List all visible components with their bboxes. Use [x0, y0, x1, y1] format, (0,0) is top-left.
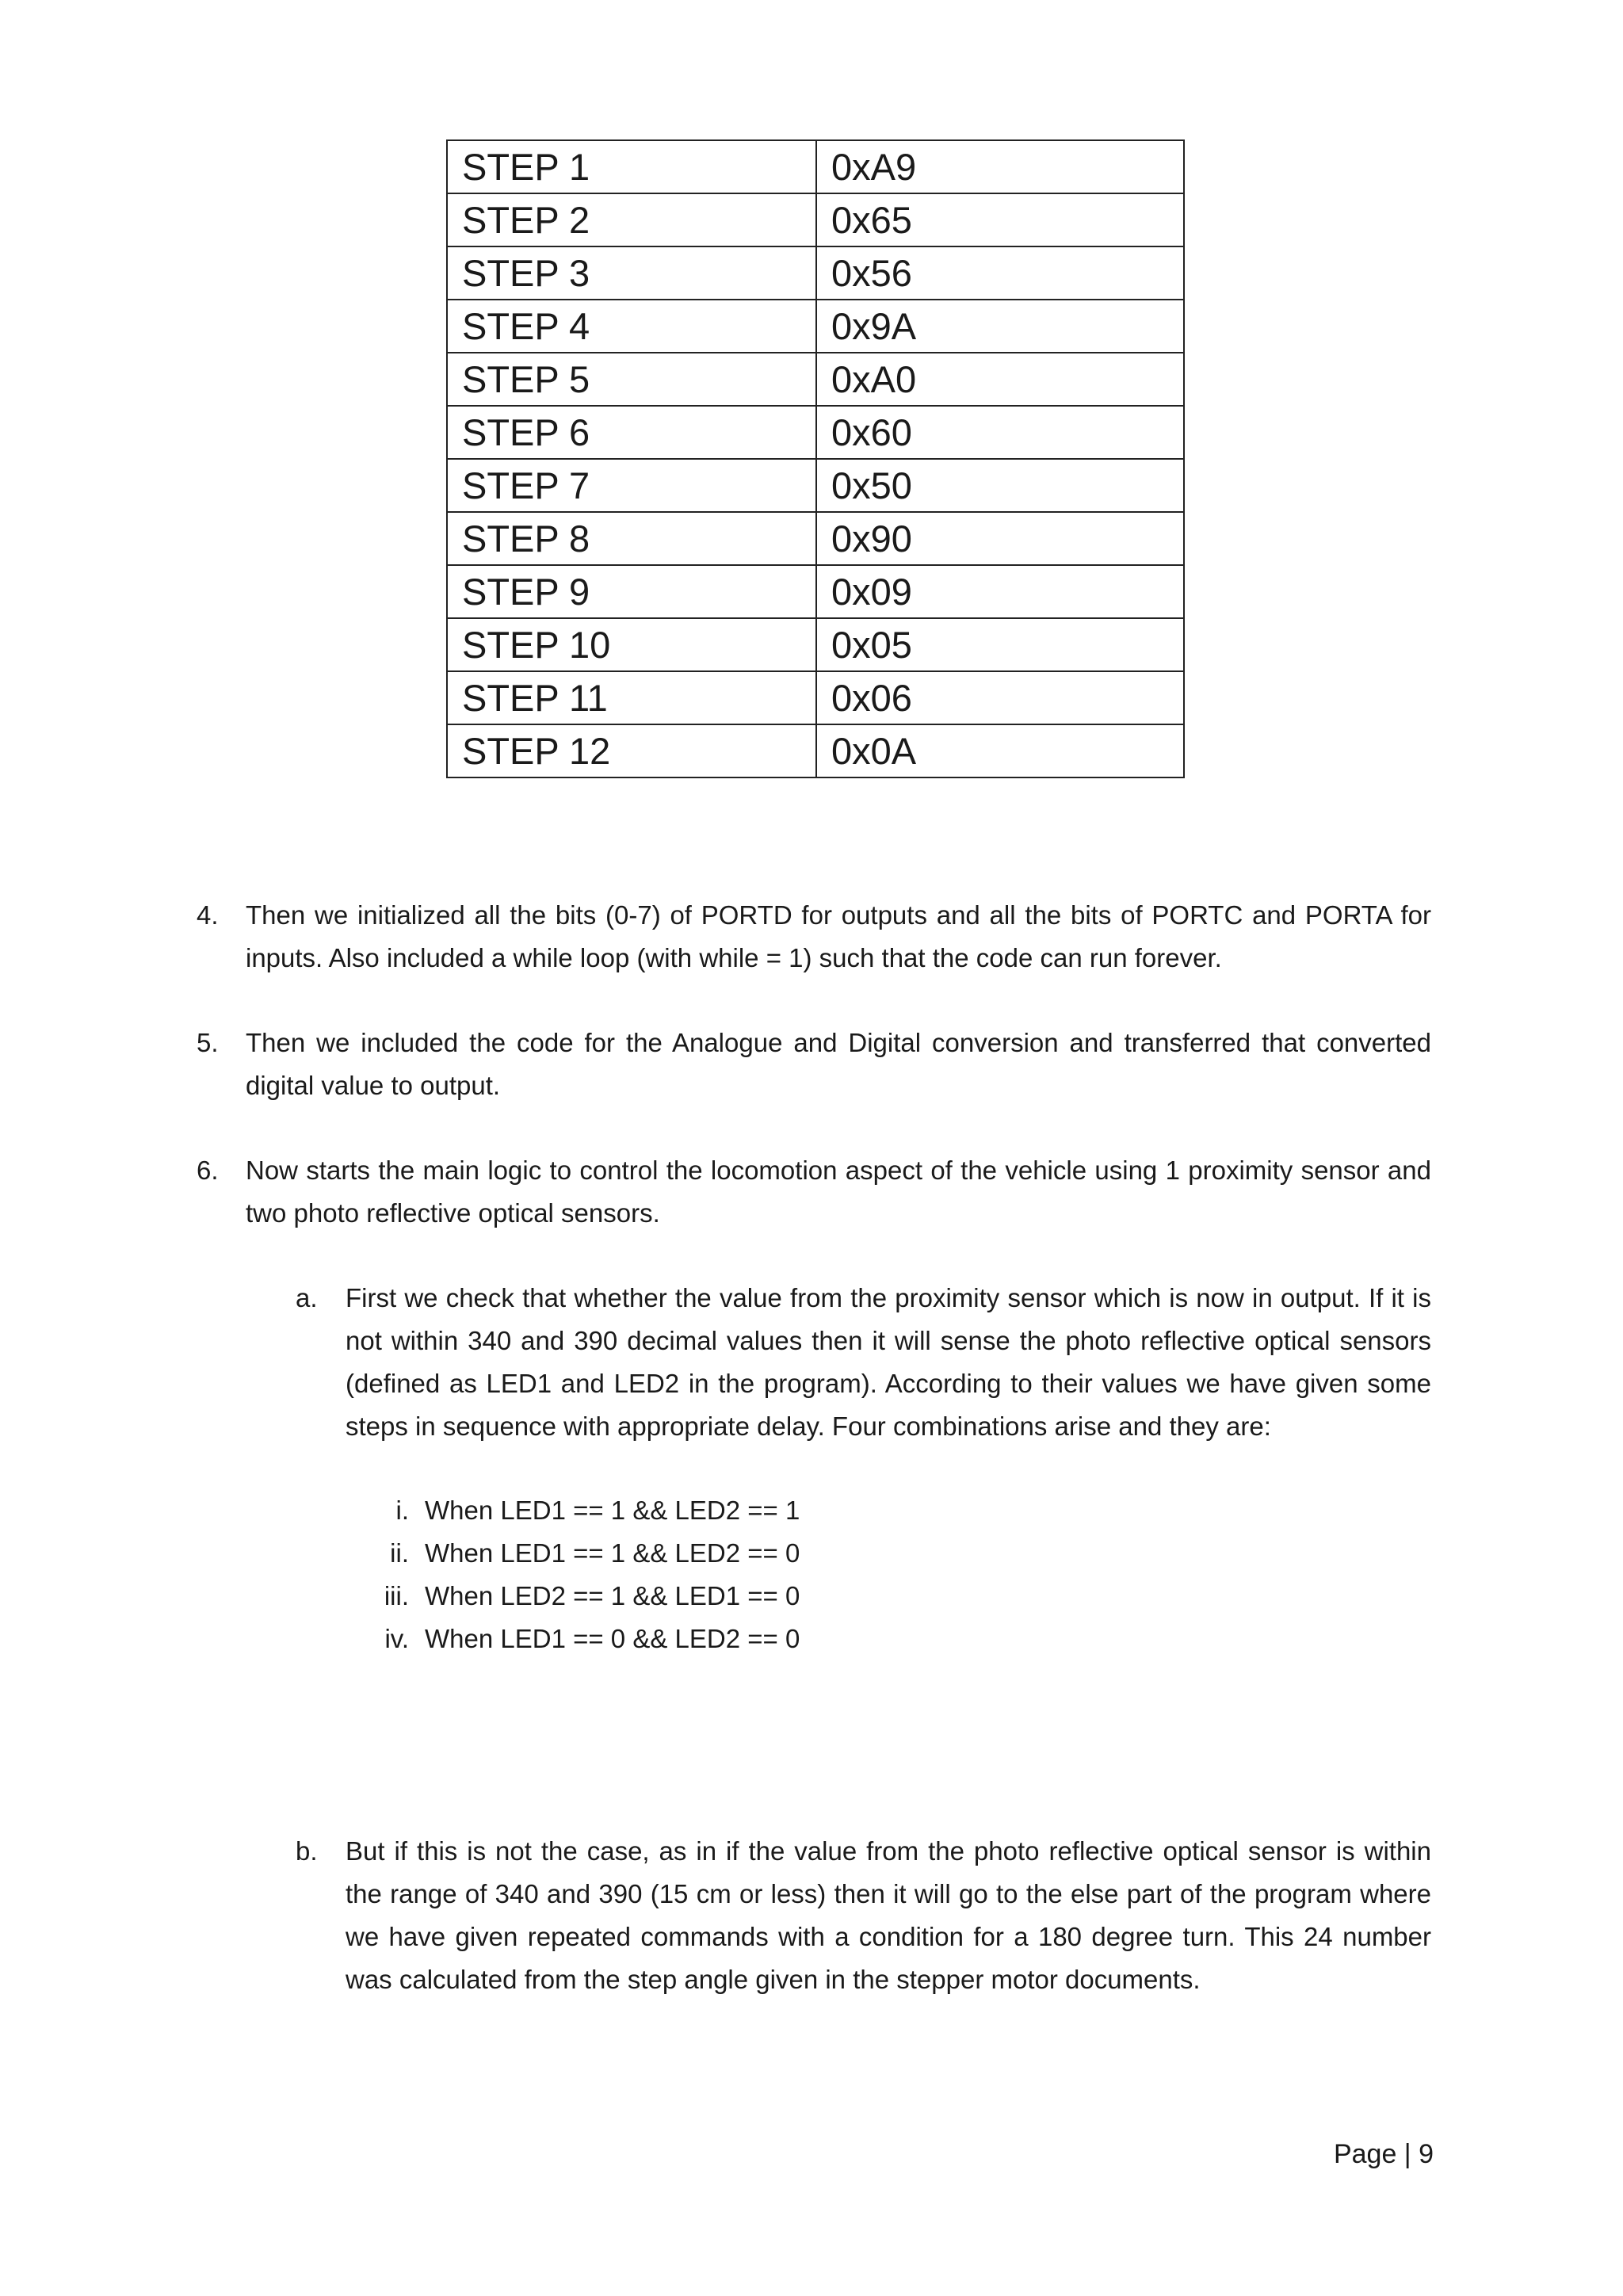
table-row	[447, 618, 1184, 671]
item-6-text: Now starts the main logic to control the locomotion aspect of the vehicle using 1 proximity sensor and two photo reflective optical sensors.	[246, 1156, 1431, 1228]
table-row	[447, 300, 1184, 353]
value-cell: 0xA0	[816, 353, 1184, 406]
list-item	[361, 1489, 800, 1532]
table-row	[447, 406, 1184, 459]
value-cell: 0x90	[816, 512, 1184, 565]
table-row	[447, 724, 1184, 777]
value-cell: 0x0A	[816, 724, 1184, 777]
item-number: 4.	[197, 900, 219, 930]
value-cell: 0x9A	[816, 300, 1184, 353]
value-cell: 0x09	[816, 565, 1184, 618]
step-cell: STEP 7	[447, 459, 816, 512]
subitem-letter: b.	[296, 1836, 318, 1866]
step-cell: STEP 8	[447, 512, 816, 565]
list-item-text: When LED1 == 1 && LED2 == 0	[425, 1538, 800, 1568]
subitem-letter: a.	[296, 1283, 318, 1312]
table-row	[447, 140, 1184, 193]
list-numeral: ii.	[390, 1538, 409, 1568]
list-numeral: i.	[395, 1496, 409, 1525]
step-cell: STEP 1	[447, 140, 816, 193]
value-cell: 0x05	[816, 618, 1184, 671]
step-cell: STEP 9	[447, 565, 816, 618]
step-cell: STEP 4	[447, 300, 816, 353]
step-cell: STEP 6	[447, 406, 816, 459]
step-cell: STEP 10	[447, 618, 816, 671]
step-cell: STEP 12	[447, 724, 816, 777]
table-row	[447, 671, 1184, 724]
step-cell: STEP 5	[447, 353, 816, 406]
value-cell: 0x50	[816, 459, 1184, 512]
item-5-text: Then we included the code for the Analogue and Digital conversion and transferred that converted digital value to output.	[246, 1028, 1431, 1100]
list-item	[361, 1575, 800, 1618]
list-item-text: When LED1 == 0 && LED2 == 0	[425, 1624, 800, 1653]
step-sequence-table	[446, 139, 1185, 778]
step-cell: STEP 3	[447, 246, 816, 300]
value-cell: 0x60	[816, 406, 1184, 459]
list-item-text: When LED2 == 1 && LED1 == 0	[425, 1581, 800, 1610]
value-cell: 0x65	[816, 193, 1184, 246]
step-cell: STEP 2	[447, 193, 816, 246]
table-row	[447, 459, 1184, 512]
item-4-text: Then we initialized all the bits (0-7) of PORTD for outputs and all the bits of PORTC and PORTA for inputs. Also included a while loop (with while = 1) such that the code can run forever.	[246, 900, 1431, 972]
item-number: 5.	[197, 1028, 219, 1057]
item-number: 6.	[197, 1156, 219, 1185]
subitem-b-text: But if this is not the case, as in if the value from the photo reflective optical sensor is within the range of 340 and 390 (15 cm or less) then it will go to the else part of the program where we have given repeated commands with a condition for a 180 degree turn. This 24 number was calculated from the step angle given in the stepper motor documents.	[346, 1836, 1431, 1994]
subitem-a-text: First we check that whether the value from the proximity sensor which is now in output. If it is not within 340 and 390 decimal values then it will sense the photo reflective optical sensors (defined as LED1 and LED2 in the program). According to their values we have given some steps in sequence with appropriate delay. Four combinations arise and they are:	[346, 1283, 1431, 1441]
list-item-text: When LED1 == 1 && LED2 == 1	[425, 1496, 800, 1525]
step-cell: STEP 11	[447, 671, 816, 724]
list-numeral: iii.	[384, 1581, 409, 1610]
table-row	[447, 193, 1184, 246]
value-cell: 0xA9	[816, 140, 1184, 193]
table-row	[447, 246, 1184, 300]
table-row	[447, 353, 1184, 406]
list-item	[361, 1532, 800, 1575]
list-item	[361, 1618, 800, 1660]
list-numeral: iv.	[384, 1624, 409, 1653]
page-number: Page | 9	[1333, 2139, 1434, 2169]
value-cell: 0x06	[816, 671, 1184, 724]
table-row	[447, 512, 1184, 565]
value-cell: 0x56	[816, 246, 1184, 300]
table-row	[447, 565, 1184, 618]
